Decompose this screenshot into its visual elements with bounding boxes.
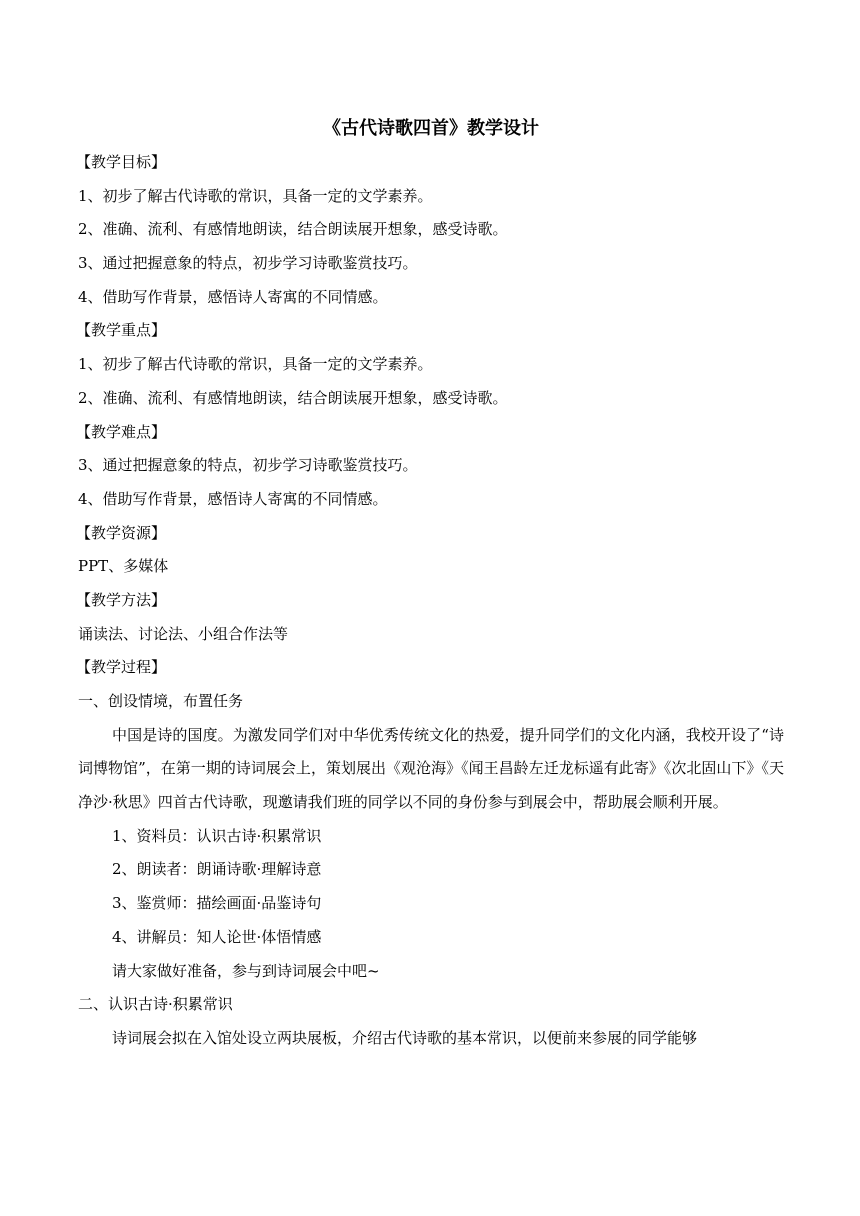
role-item: 3、鉴赏师：描绘画面·品鉴诗句 bbox=[112, 894, 322, 913]
difficulties-heading: 【教学难点】 bbox=[76, 422, 167, 441]
document-title: 《古代诗歌四首》教学设计 bbox=[323, 118, 539, 139]
key-points-heading: 【教学重点】 bbox=[76, 321, 167, 340]
role-item: 2、朗读者：朗诵诗歌·理解诗意 bbox=[112, 860, 322, 879]
document-page bbox=[78, 112, 784, 1056]
section-paragraph: 诗词展会拟在入馆处设立两块展板，介绍古代诗歌的基本常识，以便前来参展的同学能够 bbox=[112, 1028, 698, 1047]
section-title: 一、创设情境，布置任务 bbox=[78, 692, 244, 710]
section-title: 二、认识古诗·积累常识 bbox=[78, 995, 233, 1014]
key-point-item: 1、初步了解古代诗歌的常识，具备一定的文学素养。 bbox=[78, 355, 433, 374]
role-item: 4、讲解员：知人论世·体悟情感 bbox=[112, 927, 322, 946]
section-paragraph: 中国是诗的国度。为激发同学们对中华优秀传统文化的热爱，提升同学们的文化内涵，我校开设了“诗词博物馆”，在第一期的诗词展会上，策划展出《观沧海》《闻王昌龄左迁龙标遥有此寄》《次北固山下》《天净沙·秋思》四首古代诗歌，现邀请我们班的同学以不同的身份参与到展会中，帮助展会顺利开展。 bbox=[78, 725, 784, 812]
key-point-item: 2、准确、流利、有感情地朗读，结合朗读展开想象，感受诗歌。 bbox=[78, 388, 508, 407]
methods-text: 诵读法、讨论法、小组合作法等 bbox=[78, 624, 289, 643]
resources-heading: 【教学资源】 bbox=[76, 523, 167, 542]
difficulty-item: 4、借助写作背景，感悟诗人寄寓的不同情感。 bbox=[78, 489, 388, 508]
resources-text: PPT、多媒体 bbox=[78, 557, 169, 576]
objective-item: 2、准确、流利、有感情地朗读，结合朗读展开想象，感受诗歌。 bbox=[78, 220, 508, 239]
objective-item: 4、借助写作背景，感悟诗人寄寓的不同情感。 bbox=[78, 287, 388, 306]
role-item: 1、资料员：认识古诗·积累常识 bbox=[112, 826, 322, 845]
objectives-heading: 【教学目标】 bbox=[76, 153, 167, 171]
process-heading: 【教学过程】 bbox=[76, 658, 167, 677]
objective-item: 3、通过把握意象的特点，初步学习诗歌鉴赏技巧。 bbox=[78, 254, 418, 273]
closing-text: 请大家做好准备，参与到诗词展会中吧~ bbox=[112, 961, 380, 980]
methods-heading: 【教学方法】 bbox=[76, 590, 167, 609]
difficulty-item: 3、通过把握意象的特点，初步学习诗歌鉴赏技巧。 bbox=[78, 456, 418, 475]
objective-item: 1、初步了解古代诗歌的常识，具备一定的文学素养。 bbox=[78, 186, 433, 205]
